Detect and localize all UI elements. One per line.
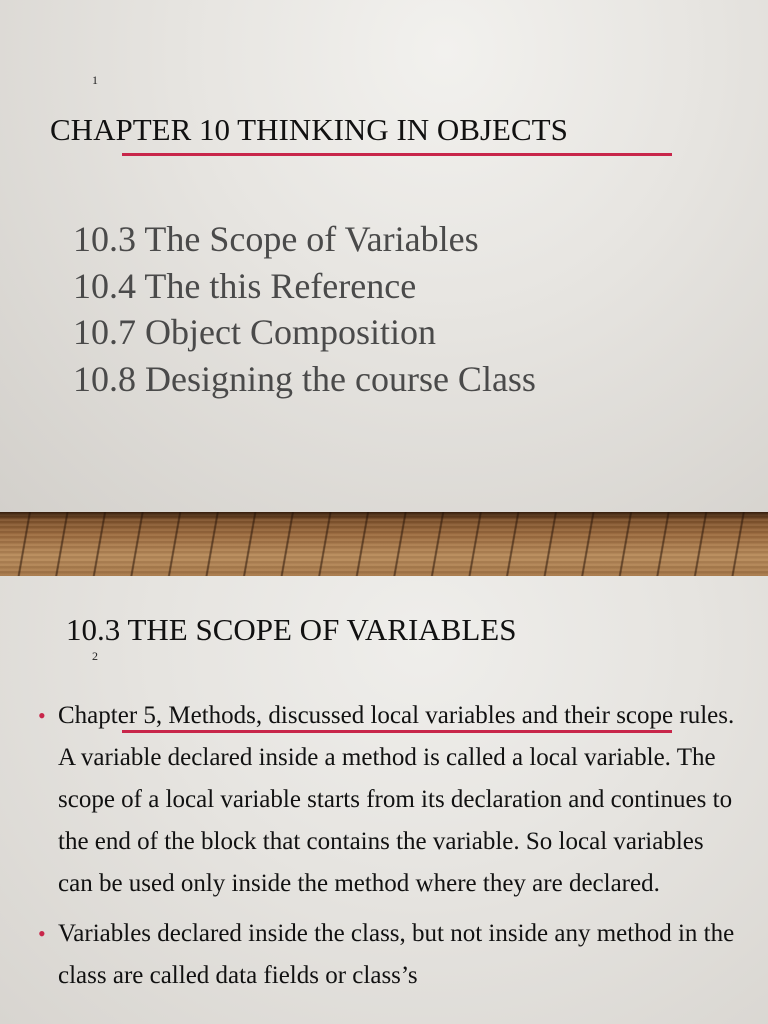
slide-2	[0, 576, 768, 1024]
bullet-text: Variables declared inside the class, but not inside any method in the class are called data fields or class’s	[58, 920, 735, 989]
wood-floor-decoration	[0, 512, 768, 576]
bullet-icon: •	[38, 921, 46, 946]
bullet-icon: •	[38, 703, 46, 728]
slide-title: CHAPTER 10 THINKING IN OBJECTS	[50, 112, 568, 147]
slide-title: 10.3 THE SCOPE OF VARIABLES	[66, 612, 517, 647]
bullet-item	[36, 695, 736, 905]
slide-number: 1	[92, 73, 98, 87]
title-underline	[122, 153, 672, 156]
toc-item: 10.7 Object Composition	[73, 312, 436, 352]
toc-item: 10.3 The Scope of Variables	[73, 219, 479, 259]
bullet-item	[36, 913, 736, 997]
bullet-list	[36, 695, 736, 1005]
toc-item: 10.8 Designing the course Class	[73, 358, 536, 399]
table-of-contents	[73, 216, 536, 402]
toc-item: 10.4 The this Reference	[73, 265, 417, 306]
bullet-text: Chapter 5, Methods, discussed local variables and their scope rules. A variable declared inside a method is called a local variable. The scope of a local variable starts from its declaration and continues to the end of the block that contains the variable. So local variables can be used only inside the method where they are declared.	[58, 702, 735, 897]
slide-number: 2	[92, 649, 98, 663]
